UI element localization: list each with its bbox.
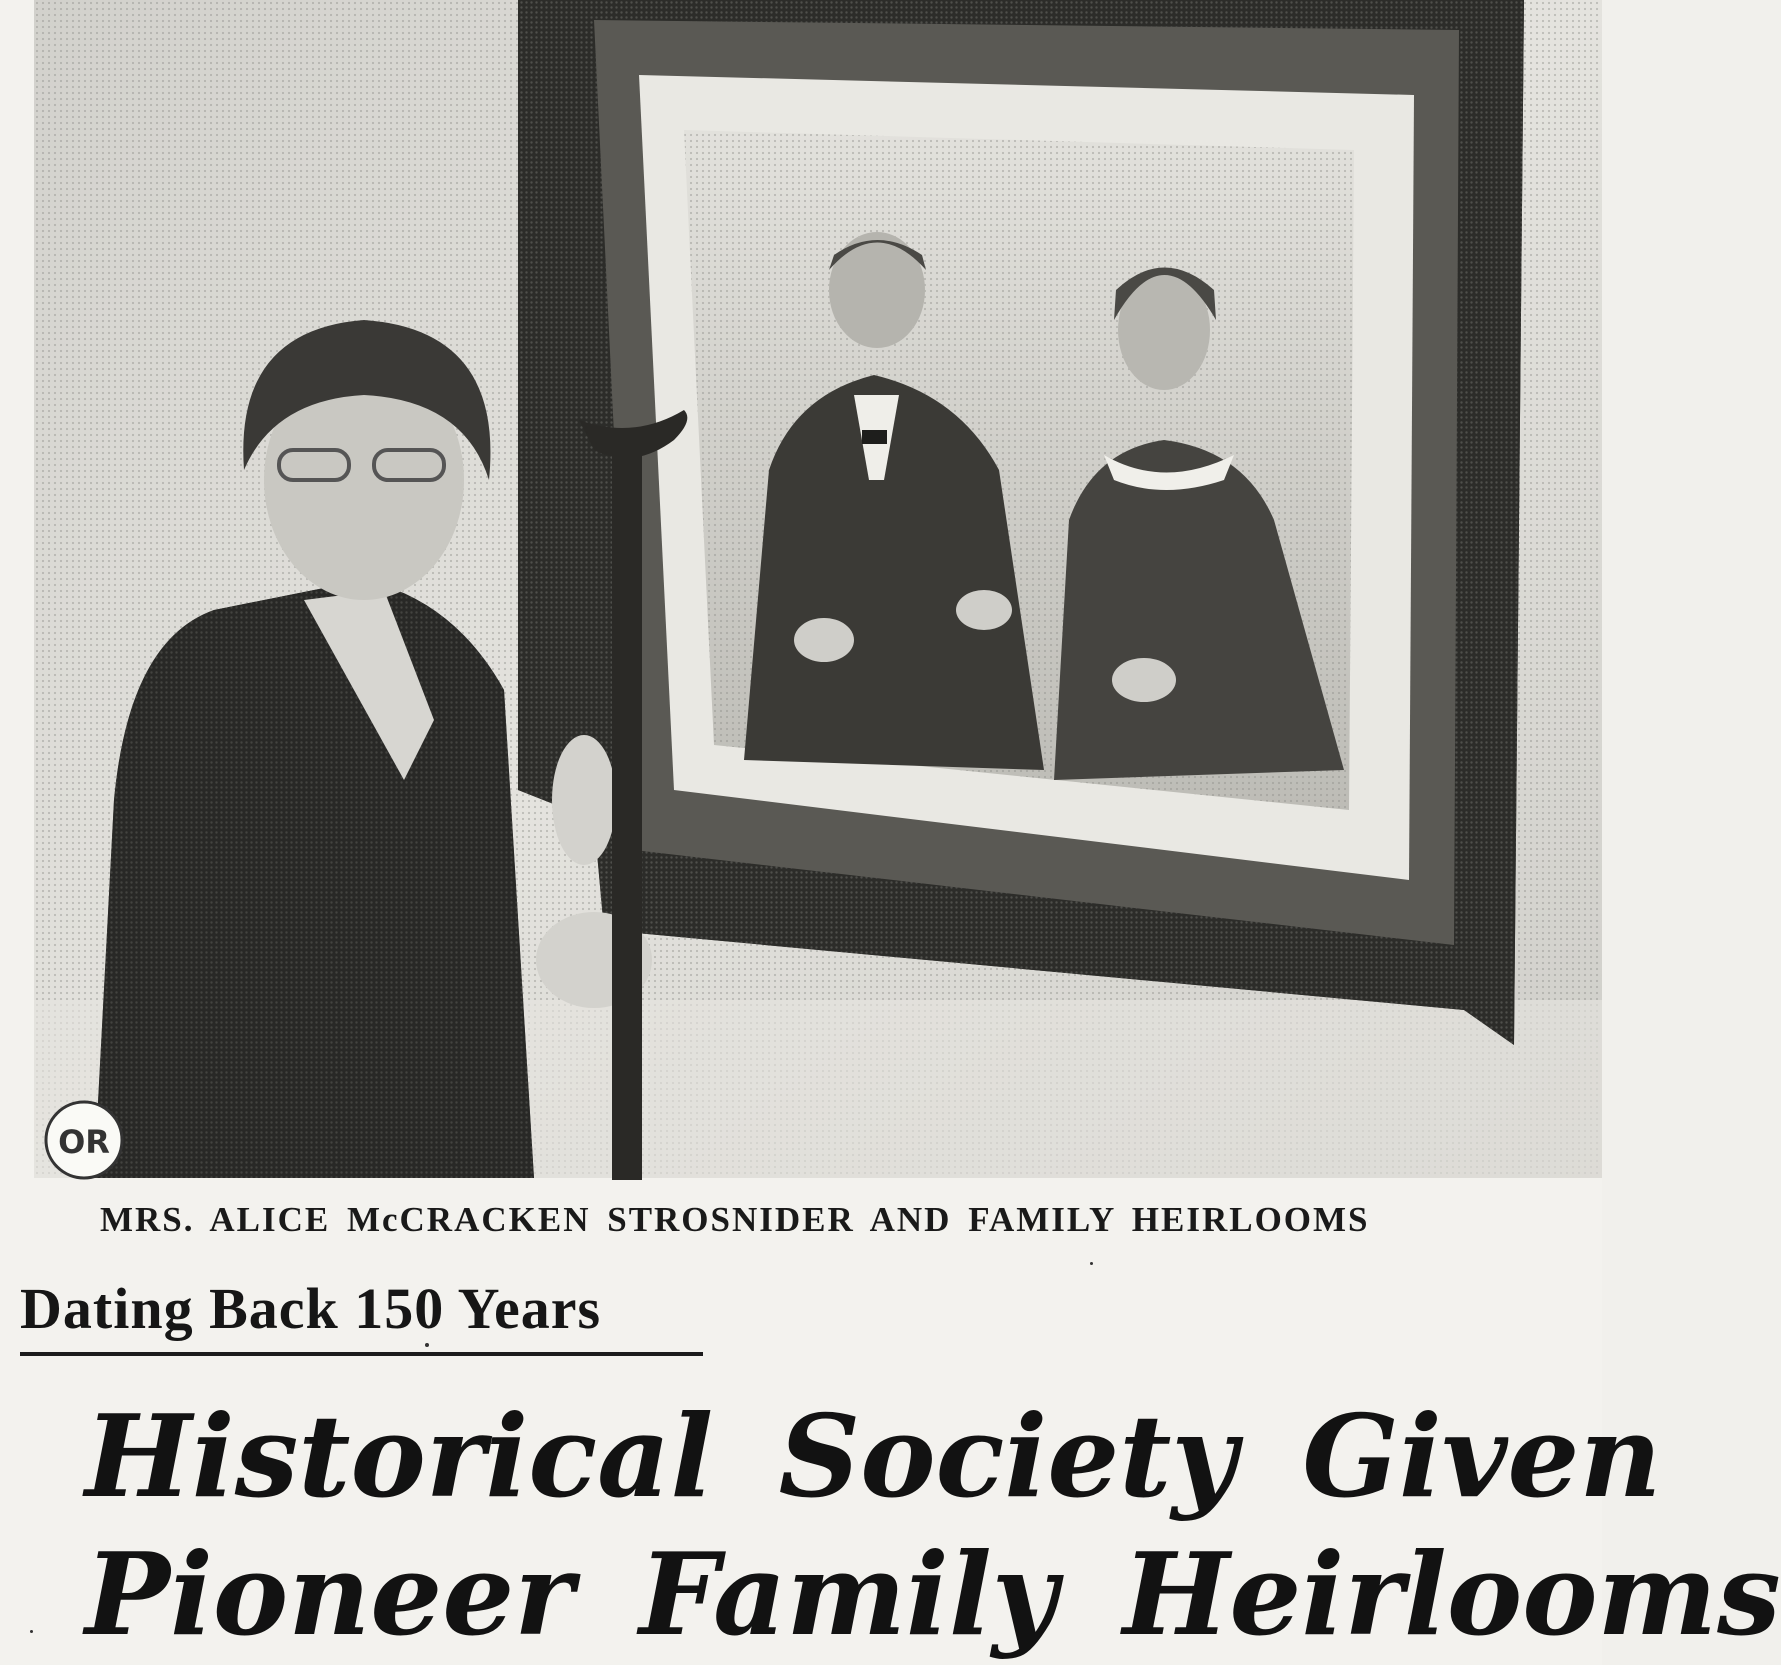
headline-line-1: Historical Society Given bbox=[85, 1390, 1662, 1523]
print-speck bbox=[425, 1343, 429, 1347]
print-speck bbox=[30, 1630, 33, 1633]
subhead-underline bbox=[20, 1352, 703, 1356]
news-photo bbox=[34, 0, 1602, 1178]
photo-credit-seal bbox=[46, 1102, 122, 1178]
portrait-frame bbox=[518, 0, 1524, 1045]
subheadline: Dating Back 150 Years bbox=[20, 1276, 602, 1341]
headline-line-2: Pioneer Family Heirlooms bbox=[85, 1528, 1781, 1661]
svg-text:OR: OR bbox=[58, 1123, 110, 1161]
photo-caption: MRS. ALICE McCRACKEN STROSNIDER AND FAMILY HEIRLOOMS bbox=[100, 1200, 1370, 1239]
print-speck bbox=[1090, 1262, 1093, 1265]
